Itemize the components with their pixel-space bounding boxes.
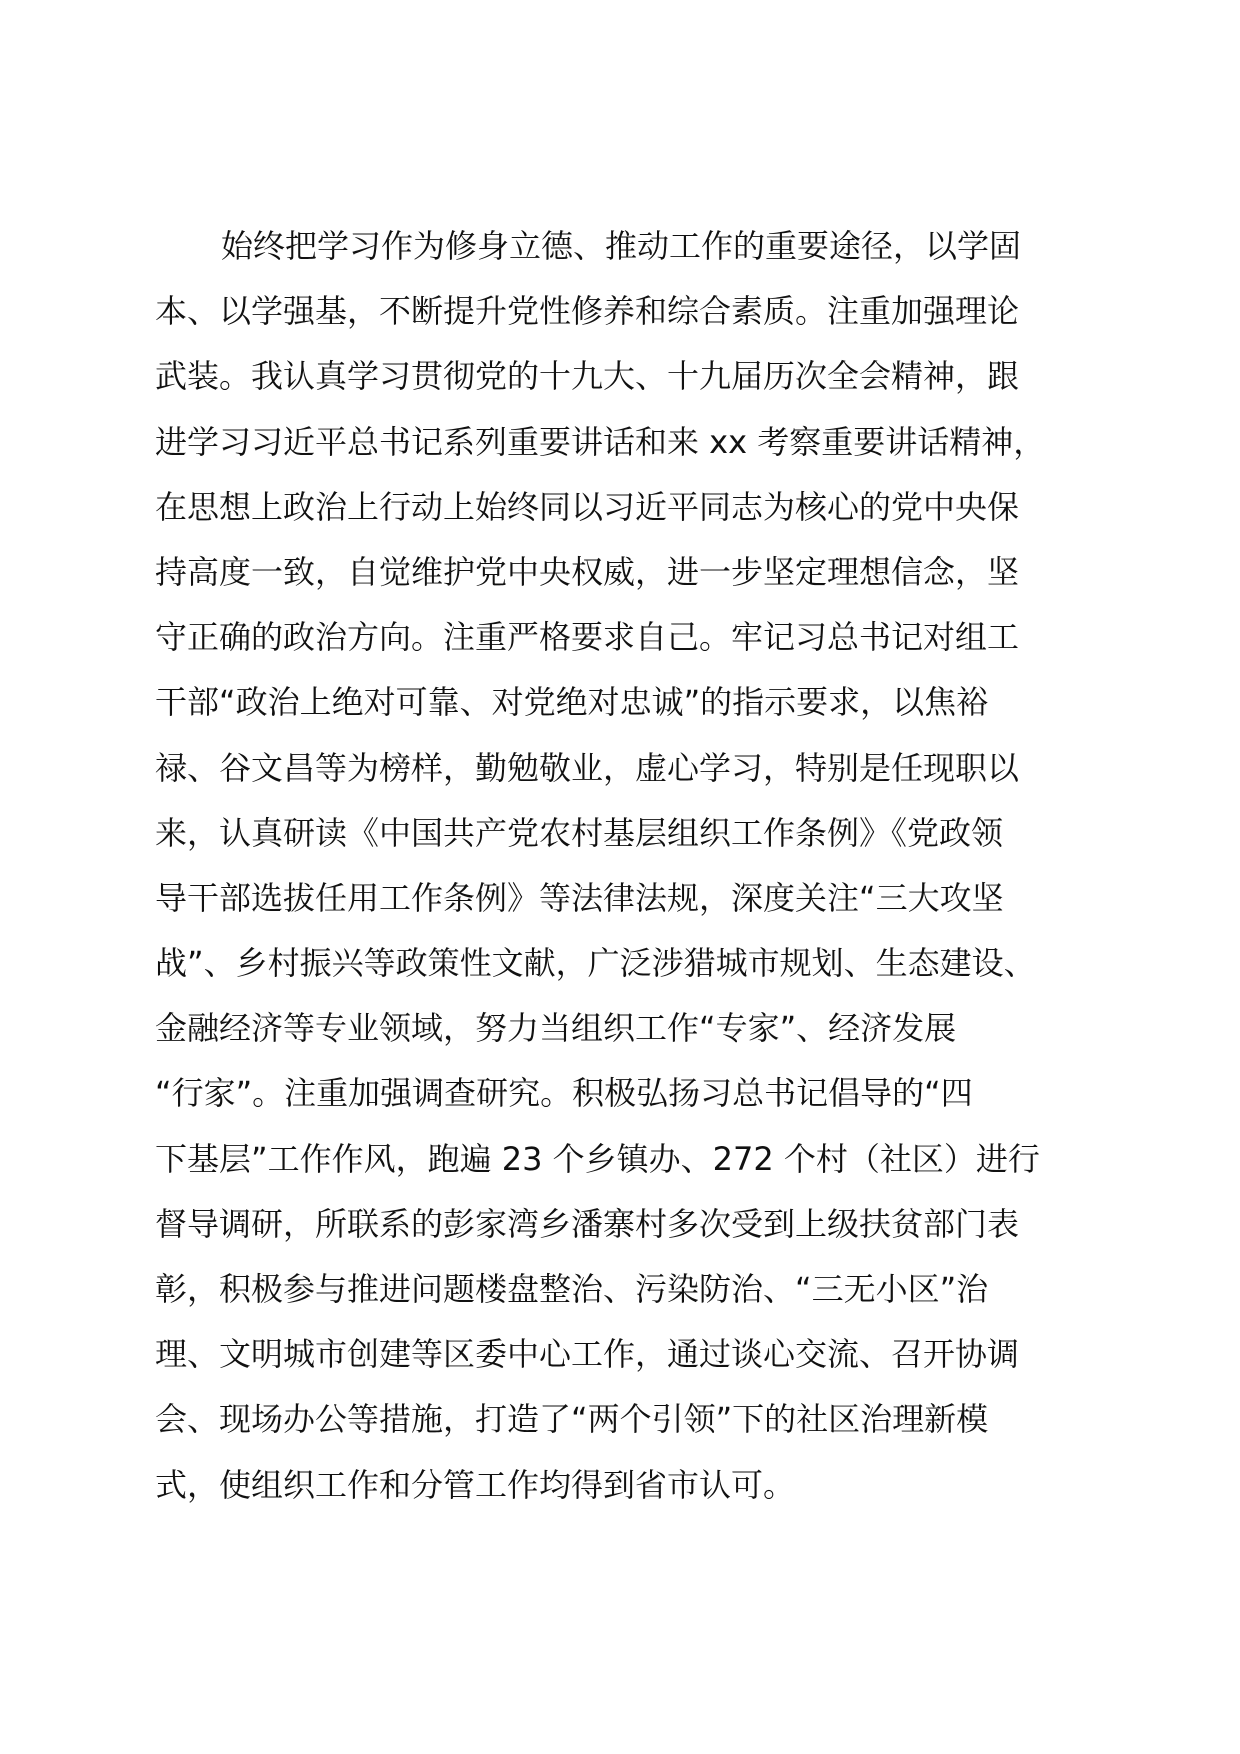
paragraph-line: 进学习习近平总书记系列重要讲话和来 xx 考察重要讲话精神， [155, 422, 1046, 461]
body-paragraph [155, 214, 1115, 1518]
paragraph-line: 在思想上政治上行动上始终同以习近平同志为核心的党中央保 [155, 487, 1020, 526]
paragraph-line: 干部“政治上绝对可靠、对党绝对忠诚”的指示要求，以焦裕 [155, 683, 989, 722]
paragraph-line: 金融经济等专业领域，努力当组织工作“专家”、经济发展 [155, 1009, 957, 1048]
paragraph-line: 下基层”工作作风，跑遍 23 个乡镇办、272 个村（社区）进行 [155, 1139, 1040, 1178]
paragraph-line: 督导调研，所联系的彭家湾乡潘寨村多次受到上级扶贫部门表 [155, 1204, 1020, 1243]
paragraph-line: 会、现场办公等措施，打造了“两个引领”下的社区治理新模 [155, 1400, 989, 1439]
paragraph-line: 导干部选拔任用工作条例》等法律法规，深度关注“三大攻坚 [155, 878, 1004, 917]
paragraph-line: 战”、乡村振兴等政策性文献，广泛涉猎城市规划、生态建设、 [155, 944, 1036, 983]
paragraph-line: 禄、谷文昌等为榜样，勤勉敬业，虚心学习，特别是任现职以 [155, 748, 1020, 787]
paragraph-line: 来，认真研读《中国共产党农村基层组织工作条例》《党政领 [155, 813, 1004, 852]
paragraph-line: “行家”。注重加强调查研究。积极弘扬习总书记倡导的“四 [155, 1074, 973, 1113]
paragraph-line: 始终把学习作为修身立德、推动工作的重要途径，以学固 [221, 227, 1022, 265]
paragraph-line: 本、以学强基，不断提升党性修养和综合素质。注重加强理论 [155, 292, 1020, 331]
paragraph-line: 持高度一致，自觉维护党中央权威，进一步坚定理想信念，坚 [155, 552, 1020, 591]
paragraph-line: 式，使组织工作和分管工作均得到省市认可。 [155, 1465, 796, 1504]
paragraph-line: 理、文明城市创建等区委中心工作，通过谈心交流、召开协调 [155, 1335, 1020, 1374]
paragraph-line: 武装。我认真学习贯彻党的十九大、十九届历次全会精神，跟 [155, 357, 1020, 396]
paragraph-line: 彰，积极参与推进问题楼盘整治、污染防治、“三无小区”治 [155, 1270, 989, 1308]
paragraph-line: 守正确的政治方向。注重严格要求自己。牢记习总书记对组工 [155, 618, 1020, 657]
